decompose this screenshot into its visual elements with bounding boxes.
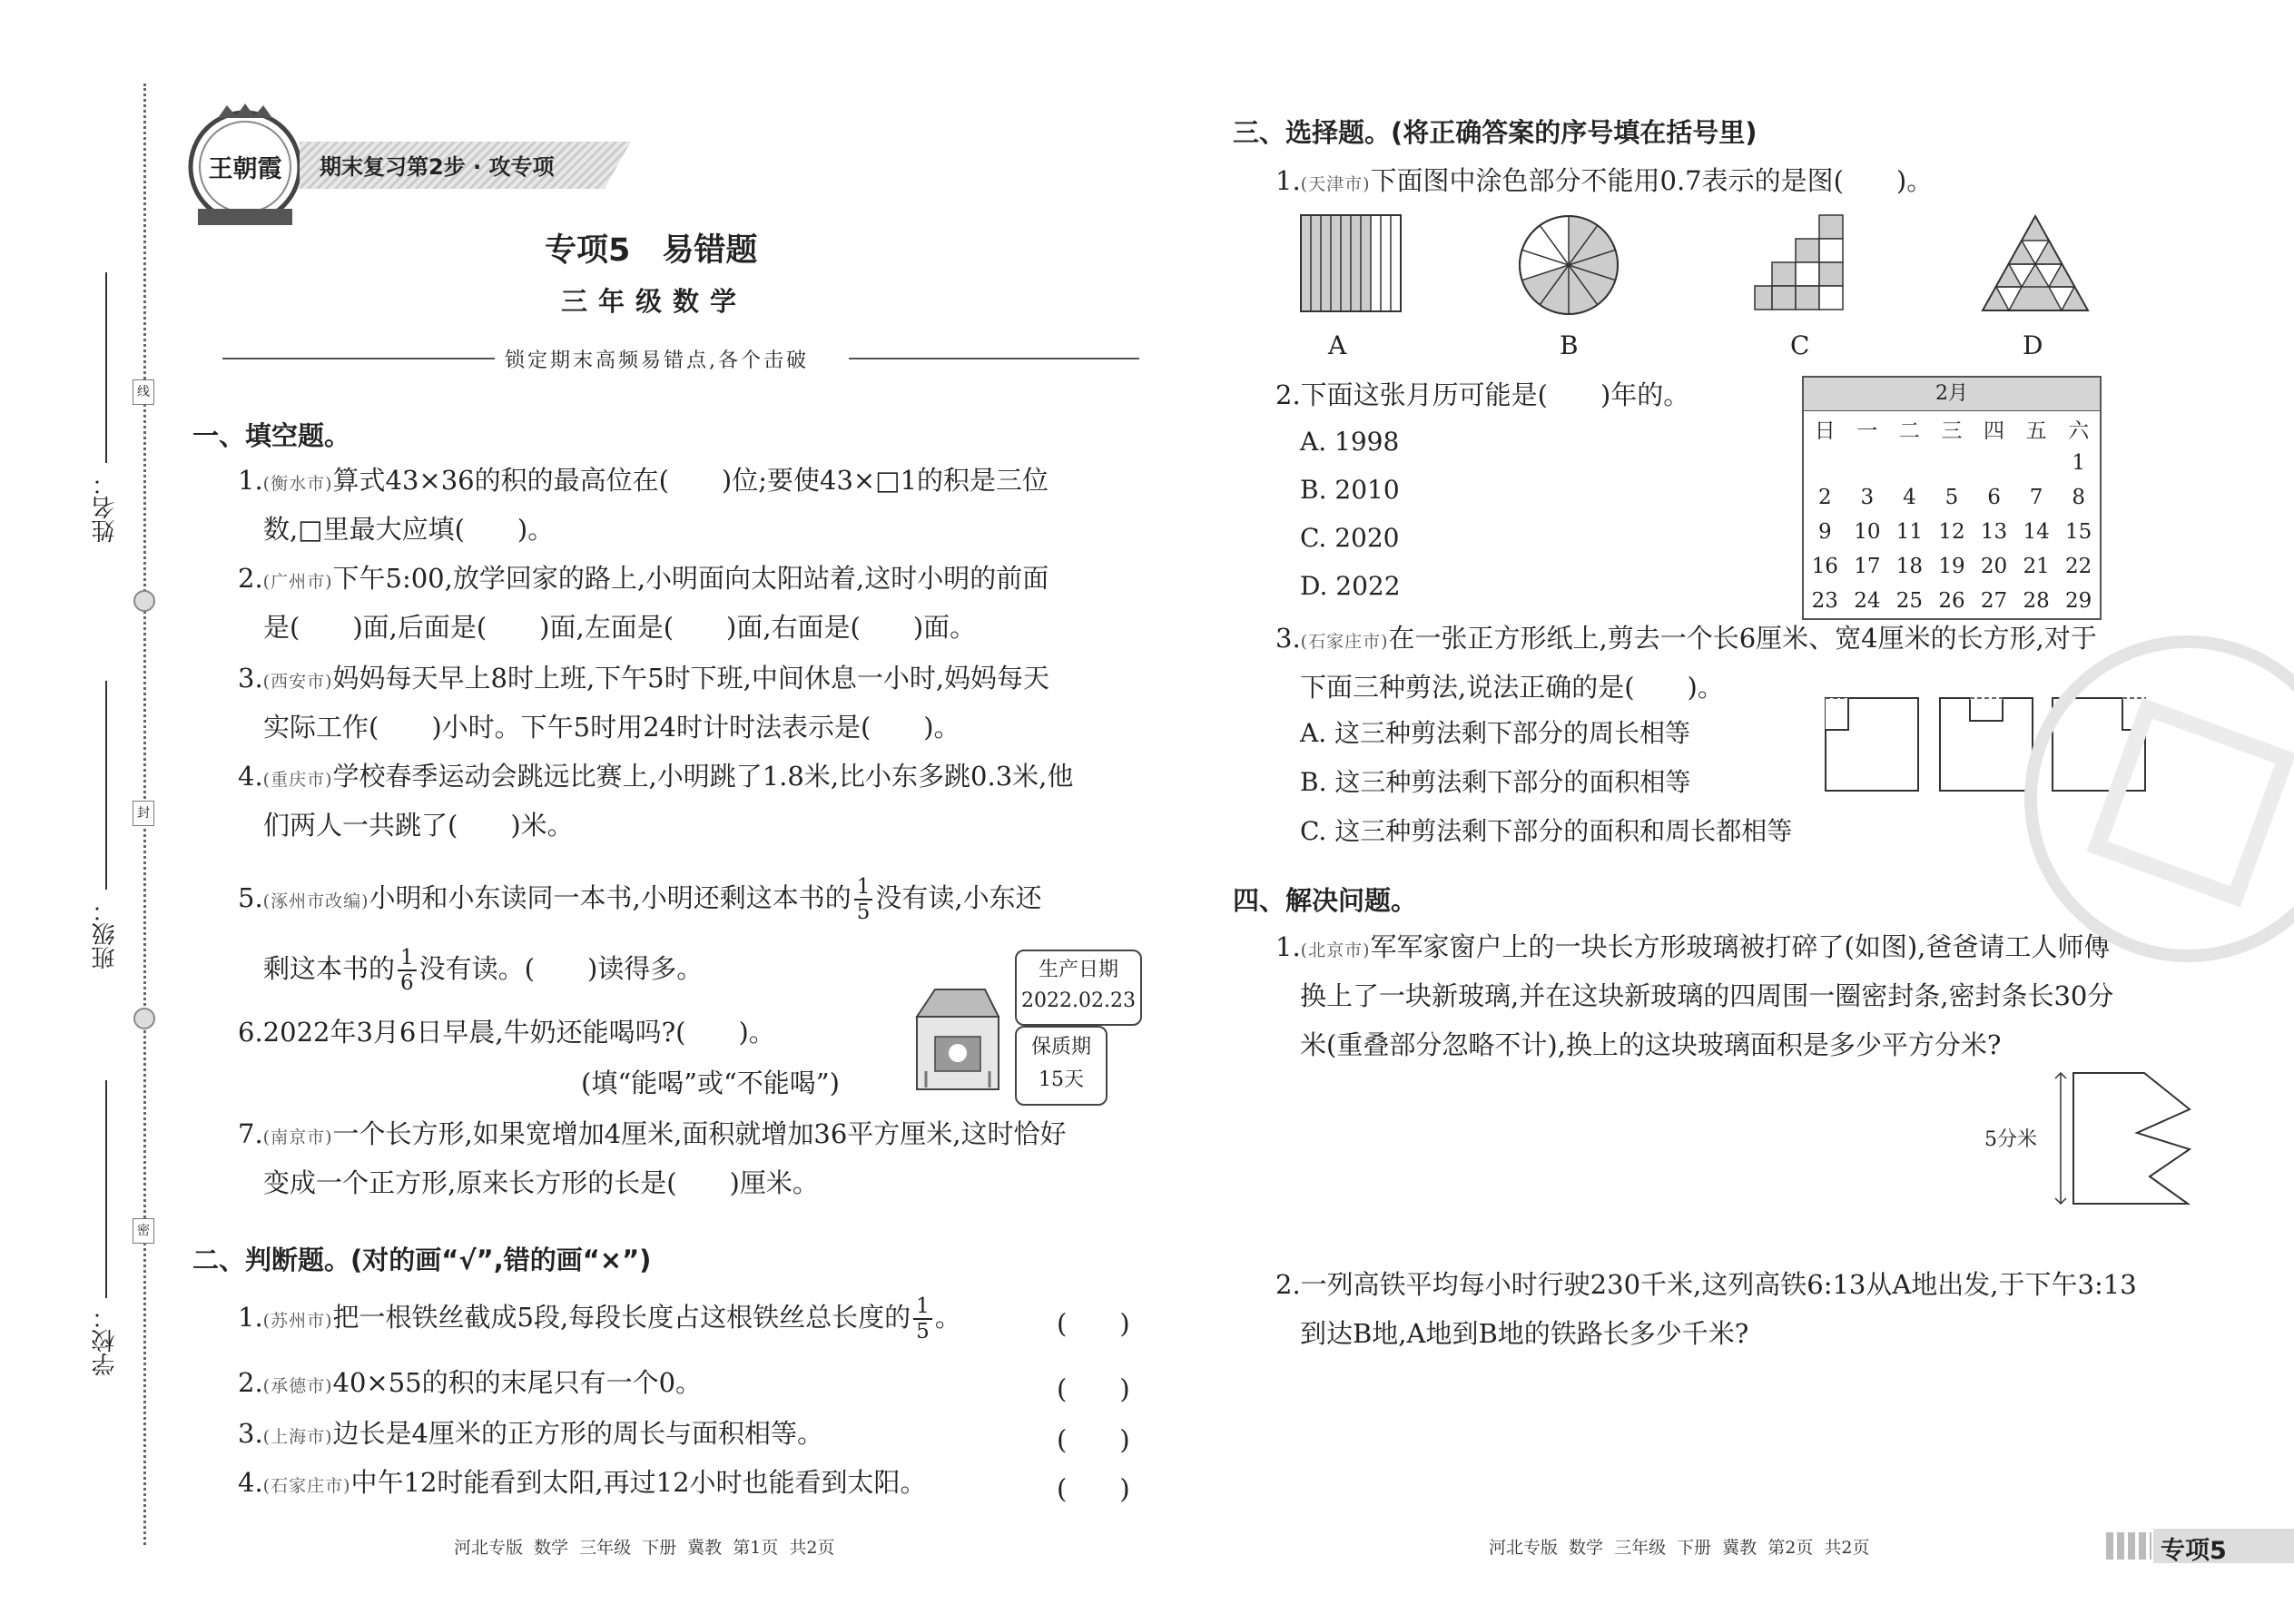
day: 28 <box>2023 589 2050 613</box>
watermark-seal <box>2024 635 2294 962</box>
day: 10 <box>1854 520 1881 544</box>
label-title: 生产日期 <box>1038 959 1118 981</box>
class-field[interactable] <box>105 681 107 890</box>
option-c[interactable]: C. 2020 <box>1300 523 1400 553</box>
day: 29 <box>2065 589 2092 613</box>
calendar-week <box>1804 549 2100 584</box>
question-5-line2 <box>263 944 703 995</box>
cut-square-1 <box>1825 697 1919 792</box>
question-number: 3. <box>1275 623 1301 654</box>
seal-char-2: 封 <box>133 801 154 826</box>
weekday: 五 <box>2025 418 2047 443</box>
day <box>1846 446 1889 480</box>
day: 21 <box>2023 555 2050 578</box>
section-fill-blank: 一、填空题。 <box>192 420 351 451</box>
section-true-false: 二、判断题。(对的画“√”,错的画“×”) <box>192 1245 652 1275</box>
question-text: 在一张正方形纸上,剪去一个长6厘米、宽4厘米的长方形,对于 <box>1388 623 2097 654</box>
banner-text: 期末复习第2步 · 攻专项 <box>320 154 555 180</box>
question-3-line2: 实际工作( )小时。下午5时用24时计时法表示是( )。 <box>263 712 960 743</box>
question-4-line1 <box>238 752 1073 804</box>
source-tag: (涿州市改编) <box>262 891 369 911</box>
day: 4 <box>1903 486 1916 509</box>
day <box>1973 446 2015 480</box>
choice-3-line2: 下面三种剪法,说法正确的是( )。 <box>1300 672 1724 703</box>
tagline: 锁定期末高频易错点,各个击破 <box>505 349 809 372</box>
question-number: 4. <box>238 761 263 792</box>
binder-ring-icon <box>133 1008 155 1029</box>
page-tab-label: 专项5 <box>2161 1537 2227 1565</box>
footer-right: 河北专版 数学 三年级 下册 冀教 第2页 共2页 <box>1489 1538 1870 1558</box>
question-6-line1 <box>238 1008 775 1057</box>
option-b[interactable]: B. 2010 <box>1300 475 1400 505</box>
question-text: 把一根铁丝截成5段,每段长度占这根铁丝总长度的 <box>332 1302 911 1333</box>
problem-1-line3: 米(重叠部分忽略不计),换上的这块玻璃面积是多少平方分米? <box>1300 1029 2002 1060</box>
shelf-life-label <box>1015 1026 1108 1106</box>
day: 24 <box>1854 589 1881 613</box>
question-number: 7. <box>238 1118 263 1149</box>
day: 9 <box>1817 520 1832 544</box>
question-7-line2: 变成一个正方形,原来长方形的长是( )厘米。 <box>263 1167 819 1198</box>
question-text: 40×55的积的末尾只有一个0。 <box>332 1367 703 1398</box>
cut-square-2 <box>1939 697 2033 792</box>
footer-left: 河北专版 数学 三年级 下册 冀教 第1页 共2页 <box>454 1538 835 1558</box>
question-text: 一列高铁平均每小时行驶230千米,这列高铁6:13从A地出发,于下午3:13 <box>1300 1269 2137 1300</box>
question-3-line1 <box>238 654 1049 706</box>
day: 27 <box>1980 589 2008 613</box>
source-tag: (南京市) <box>262 1127 333 1147</box>
school-label: 学校： <box>92 1305 119 1376</box>
binder-ring-icon <box>133 590 155 612</box>
calendar-week <box>1804 480 2100 515</box>
answer-box-1[interactable]: ( ) <box>1057 1308 1130 1339</box>
tagline-rule-right <box>849 358 1139 359</box>
source-tag: (北京市) <box>1300 940 1371 960</box>
day: 23 <box>1811 589 1838 613</box>
day: 22 <box>2065 555 2092 578</box>
problem-1-line1 <box>1275 922 2110 975</box>
question-number: 5. <box>238 882 263 913</box>
day <box>1888 446 1931 480</box>
class-label: 班级： <box>92 899 119 969</box>
fraction-numerator: 1 <box>913 1294 932 1320</box>
source-tag: (承德市) <box>262 1376 333 1396</box>
seal-char-1: 线 <box>133 379 154 405</box>
question-2-line1 <box>238 554 1049 606</box>
fraction-numerator: 1 <box>854 875 873 901</box>
question-text: 军军家窗户上的一块长方形玻璃被打碎了(如图),爸爸请工人师傅 <box>1370 931 2111 962</box>
day: 2 <box>1817 486 1832 509</box>
day: 20 <box>1980 555 2008 578</box>
question-text: 一个长方形,如果宽增加4厘米,面积就增加36平方厘米,这时恰好 <box>332 1118 1067 1149</box>
source-tag: (苏州市) <box>262 1311 333 1331</box>
source-tag: (西安市) <box>262 672 333 692</box>
tagline-rule-left <box>222 358 495 359</box>
day: 16 <box>1811 555 1838 578</box>
calendar-grid <box>1804 411 2100 618</box>
day: 7 <box>2029 486 2043 509</box>
choice-2 <box>1275 370 1689 419</box>
label-value: 15天 <box>1039 1068 1084 1091</box>
judge-1 <box>238 1293 961 1345</box>
day: 14 <box>2023 520 2050 544</box>
answer-box-4[interactable]: ( ) <box>1057 1473 1130 1504</box>
day: 1 <box>2072 451 2085 475</box>
answer-box-2[interactable]: ( ) <box>1057 1373 1130 1404</box>
watermark-mark <box>2087 698 2294 908</box>
day: 26 <box>1938 589 1965 613</box>
question-1-line2: 数,□里最大应填( )。 <box>263 514 555 545</box>
day: 11 <box>1895 520 1924 544</box>
weekday: 四 <box>1984 418 2005 443</box>
question-number: 2. <box>238 563 263 594</box>
calendar <box>1802 376 2102 620</box>
judge-2 <box>238 1358 702 1411</box>
figure-c-staircase <box>1754 214 1845 312</box>
label-value: 2022.02.23 <box>1021 989 1136 1012</box>
question-text: 没有读,小东还 <box>875 882 1042 913</box>
option-a[interactable]: A. 这三种剪法剩下部分的周长相等 <box>1300 718 1691 748</box>
question-text: 中午12时能看到太阳,再过12小时也能看到太阳。 <box>350 1467 927 1498</box>
day: 15 <box>2065 520 2092 544</box>
source-tag: (重庆市) <box>262 770 333 790</box>
day: 5 <box>1944 486 1959 509</box>
day: 18 <box>1895 555 1924 578</box>
milk-carton-illustration <box>908 980 1008 1095</box>
figure-d-label: D <box>2023 330 2043 360</box>
source-tag: (石家庄市) <box>1300 632 1389 652</box>
page-title: 专项5 易错题 <box>545 232 758 269</box>
question-number: 3. <box>238 1418 263 1449</box>
figure-dimension-label: 5分米 <box>1984 1128 2037 1151</box>
fraction-denominator: 5 <box>856 901 871 924</box>
option-d[interactable]: D. 2022 <box>1300 571 1401 601</box>
question-text: 边长是4厘米的正方形的周长与面积相等。 <box>332 1418 823 1449</box>
fraction-denominator: 6 <box>400 971 414 995</box>
day: 25 <box>1895 589 1924 613</box>
day: 6 <box>1987 486 2001 509</box>
question-text: 下午5:00,放学回家的路上,小明面向太阳站着,这时小明的前面 <box>332 563 1049 594</box>
day <box>1931 446 1974 480</box>
question-number: 4. <box>238 1467 263 1498</box>
calendar-month: 2月 <box>1804 378 2100 411</box>
judge-3 <box>238 1409 823 1462</box>
problem-2-line1 <box>1275 1260 2137 1309</box>
question-text: 妈妈每天早上8时上班,下午5时下班,中间休息一小时,妈妈每天 <box>332 663 1050 694</box>
question-6-hint: (填“能喝”或“不能喝”) <box>581 1068 840 1098</box>
day: 19 <box>1938 555 1965 578</box>
problem-1-line2: 换上了一块新玻璃,并在这块新玻璃的四周围一圈密封条,密封条长30分 <box>1300 980 2114 1011</box>
seal-char-3: 密 <box>133 1218 154 1244</box>
question-number: 1. <box>238 465 263 496</box>
question-text: 没有读。( )读得多。 <box>418 953 704 984</box>
weekday: 二 <box>1898 418 1920 443</box>
logo-text: 王朝霞 <box>208 155 282 183</box>
name-label: 姓名： <box>92 472 119 543</box>
source-tag: (石家庄市) <box>262 1476 351 1496</box>
label-title: 保质期 <box>1030 1036 1091 1058</box>
judge-4 <box>238 1458 927 1511</box>
weekday: 六 <box>2068 418 2090 443</box>
question-text: 。 <box>934 1302 961 1333</box>
broken-glass-figure <box>2043 1068 2206 1209</box>
question-number: 6. <box>238 1017 263 1048</box>
day: 12 <box>1938 520 1965 544</box>
page-subtitle: 三年级数学 <box>561 286 748 317</box>
question-number: 1. <box>1275 931 1301 962</box>
question-text: 2022年3月6日早晨,牛奶还能喝吗?( )。 <box>262 1017 775 1048</box>
answer-box-3[interactable]: ( ) <box>1057 1424 1130 1455</box>
question-text: 下面这张月历可能是( )年的。 <box>1300 379 1690 410</box>
day <box>2015 446 2058 480</box>
option-b[interactable]: B. 这三种剪法剩下部分的面积相等 <box>1300 767 1691 797</box>
weekday: 三 <box>1941 418 1963 443</box>
day: 8 <box>2072 486 2085 509</box>
choice-3-line1 <box>1275 614 2097 666</box>
page-tab-decoration <box>2106 1532 2151 1560</box>
question-7-line1 <box>238 1109 1067 1162</box>
weekday: 一 <box>1856 418 1878 443</box>
weekday: 日 <box>1814 418 1836 443</box>
figure-b-circle <box>1518 214 1620 316</box>
figure-c-label: C <box>1790 330 1810 360</box>
fraction-denominator: 5 <box>916 1320 930 1343</box>
question-text: 剩这本书的 <box>263 953 396 984</box>
question-number: 2. <box>1275 379 1301 410</box>
question-number: 1. <box>1275 165 1301 196</box>
question-text: 算式43×36的积的最高位在( )位;要使43×□1的积是三位 <box>332 465 1049 496</box>
school-field[interactable] <box>105 1080 107 1298</box>
production-date-label <box>1015 950 1142 1026</box>
calendar-weekdays <box>1804 411 2100 446</box>
question-number: 1. <box>238 1302 263 1333</box>
source-tag: (衡水市) <box>262 474 333 494</box>
problem-2-line2: 到达B地,A地到B地的铁路长多少千米? <box>1300 1318 1749 1349</box>
fraction-numerator: 1 <box>398 946 417 971</box>
section-choice: 三、选择题。(将正确答案的序号填在括号里) <box>1233 117 1757 148</box>
question-1-line1 <box>238 456 1049 508</box>
figure-b-label: B <box>1560 330 1579 360</box>
source-tag: (天津市) <box>1300 174 1371 194</box>
day: 13 <box>1980 520 2008 544</box>
fraction <box>398 946 417 995</box>
question-text: 下面图中涂色部分不能用0.7表示的是图( )。 <box>1370 165 1934 196</box>
question-number: 2. <box>238 1367 263 1398</box>
fraction <box>913 1294 932 1343</box>
day <box>1804 446 1846 480</box>
source-tag: (广州市) <box>262 572 333 592</box>
choice-1 <box>1275 156 1933 209</box>
option-c[interactable]: C. 这三种剪法剩下部分的面积和周长都相等 <box>1300 816 1793 846</box>
question-4-line2: 们两人一共跳了( )米。 <box>263 810 574 841</box>
source-tag: (上海市) <box>262 1427 333 1447</box>
question-text: 小明和小东读同一本书,小明还剩这本书的 <box>369 882 852 913</box>
question-number: 3. <box>238 663 263 694</box>
calendar-week <box>1804 515 2100 549</box>
question-number: 2. <box>1275 1269 1301 1300</box>
question-5-line1 <box>238 873 1042 926</box>
fraction <box>854 875 873 924</box>
day: 17 <box>1854 555 1881 578</box>
brand-logo <box>182 102 309 229</box>
name-field[interactable] <box>105 272 107 463</box>
figure-a-label: A <box>1328 330 1347 360</box>
question-text: 学校春季运动会跳远比赛上,小明跳了1.8米,比小东多跳0.3米,他 <box>332 761 1074 792</box>
section-problems: 四、解决问题。 <box>1233 885 1418 916</box>
day: 3 <box>1860 486 1875 509</box>
figure-d-triangle <box>1981 214 2090 312</box>
calendar-week <box>1804 446 2100 480</box>
option-a[interactable]: A. 1998 <box>1300 427 1400 457</box>
question-2-line2: 是( )面,后面是( )面,左面是( )面,右面是( )面。 <box>263 612 977 643</box>
figure-a-stripes <box>1300 214 1402 312</box>
